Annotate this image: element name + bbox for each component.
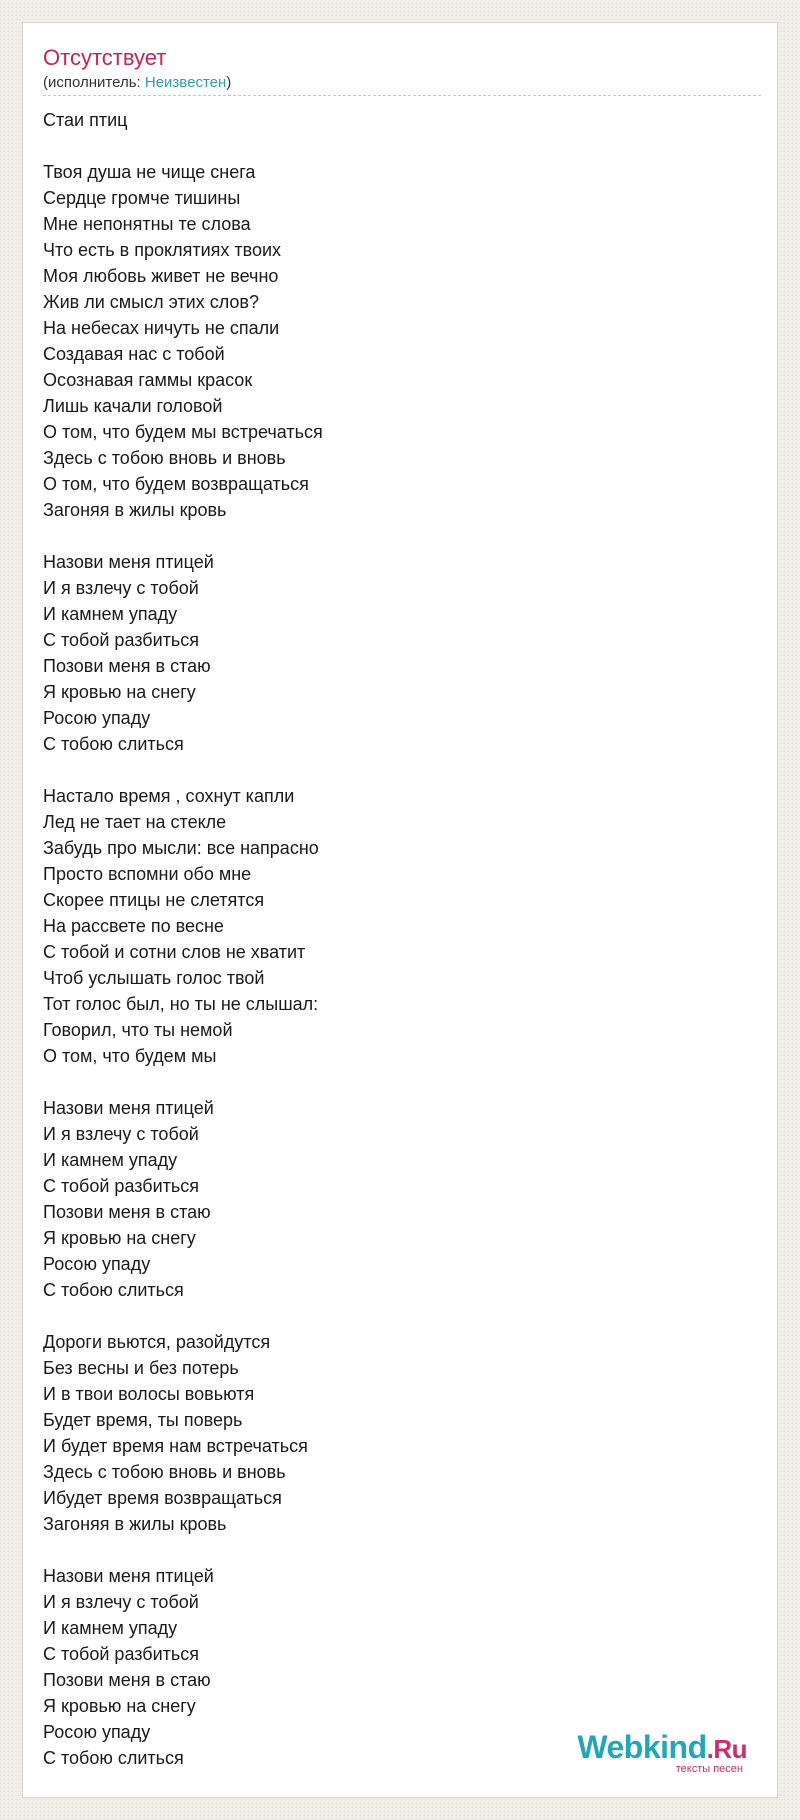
logo-wordmark (577, 1731, 747, 1765)
artist-prefix: (исполнитель: (43, 74, 145, 91)
song-title: Отсутствует (43, 45, 167, 70)
artist-link[interactable]: Неизвестен (144, 74, 227, 91)
logo-name: Webkind (577, 1729, 707, 1765)
lyrics-card (22, 22, 778, 1798)
site-logo[interactable] (577, 1731, 747, 1775)
artist-line (43, 73, 761, 96)
logo-tld: .Ru (706, 1734, 747, 1764)
artist-suffix: ) (226, 74, 232, 91)
logo-tagline: тексты песен (675, 1763, 743, 1775)
lyrics-text: Стаи птиц Твоя душа не чище снега Сердце громче тишины Мне непонятны те слова Что есть в проклятиях твоих Моя любовь живет не вечно Жив ли смысл этих слов? На небесах ничуть не спали Создавая нас с тобой Осознавая гаммы красок Лишь качали головой О том, что будем мы встречаться Здесь с тобою вновь и вновь О том, что будем возвращаться Загоняя в жилы кровь Назови меня птицей И я взлечу с тобой И камнем упаду С тобой разбиться Позови меня в стаю Я кровью на снегу Росою упаду С тобою слиться Настало время , сохнут капли Лед не тает на стекле Забудь про мысли: все напрасно Просто вспомни обо мне Скорее птицы не слетятся На рассвете по весне С тобой и сотни слов не хватит Чтоб услышать голос твой Тот голос был, но ты не слышал: Говорил, что ты немой О том, что будем мы Назови меня птицей И я взлечу с тобой И камнем упаду С тобой разбиться Позови меня в стаю Я кровью на снегу Росою упаду С тобою слиться Дороги вьются, разойдутся Без весны и без потерь И в твои волосы вовьютя Будет время, ты поверь И будет время нам встречаться Здесь с тобою вновь и вновь Ибудет время возвращаться Загоняя в жилы кровь Назови меня птицей И я взлечу с тобой И камнем упаду С тобой разбиться Позови меня в стаю Я кровью на снегу Росою упаду С тобою слиться (43, 110, 323, 1768)
song-header (43, 43, 761, 96)
